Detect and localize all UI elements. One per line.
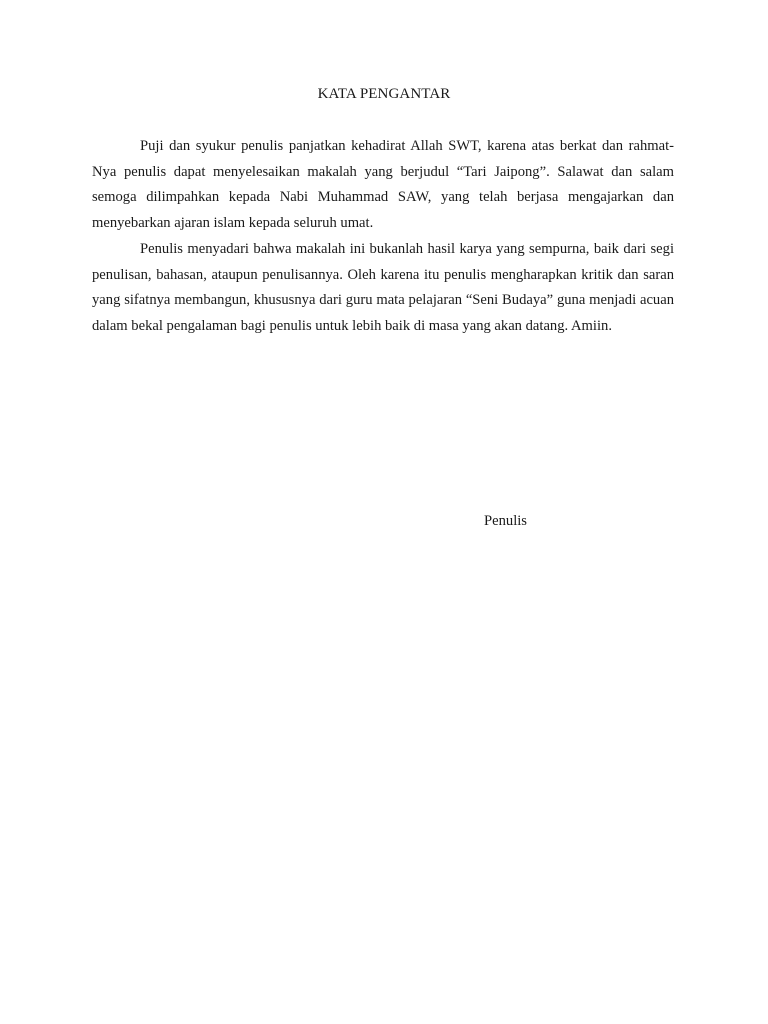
signature: Penulis	[484, 513, 527, 529]
paragraph-2: Penulis menyadari bahwa makalah ini bukanlah hasil karya yang sempurna, baik dari segi penulisan, bahasan, ataupun penulisannya. Oleh karena itu penulis mengharapkan kritik dan saran yang sifatnya membangun, khususnya dari guru mata pelajaran “Seni Budaya” guna menjadi acuan dalam bekal pengalaman bagi penulis untuk lebih baik di masa yang akan datang. Amiin.	[92, 240, 674, 334]
body-text	[92, 134, 674, 340]
paragraph-1: Puji dan syukur penulis panjatkan kehadirat Allah SWT, karena atas berkat dan rahmat-Nya penulis dapat menyelesaikan makalah yang berjudul “Tari Jaipong”. Salawat dan salam semoga dilimpahkan kepada Nabi Muhammad SAW, yang telah berjasa mengajarkan dan menyebarkan ajaran islam kepada seluruh umat.	[92, 138, 674, 232]
page-title: KATA PENGANTAR	[317, 86, 451, 102]
